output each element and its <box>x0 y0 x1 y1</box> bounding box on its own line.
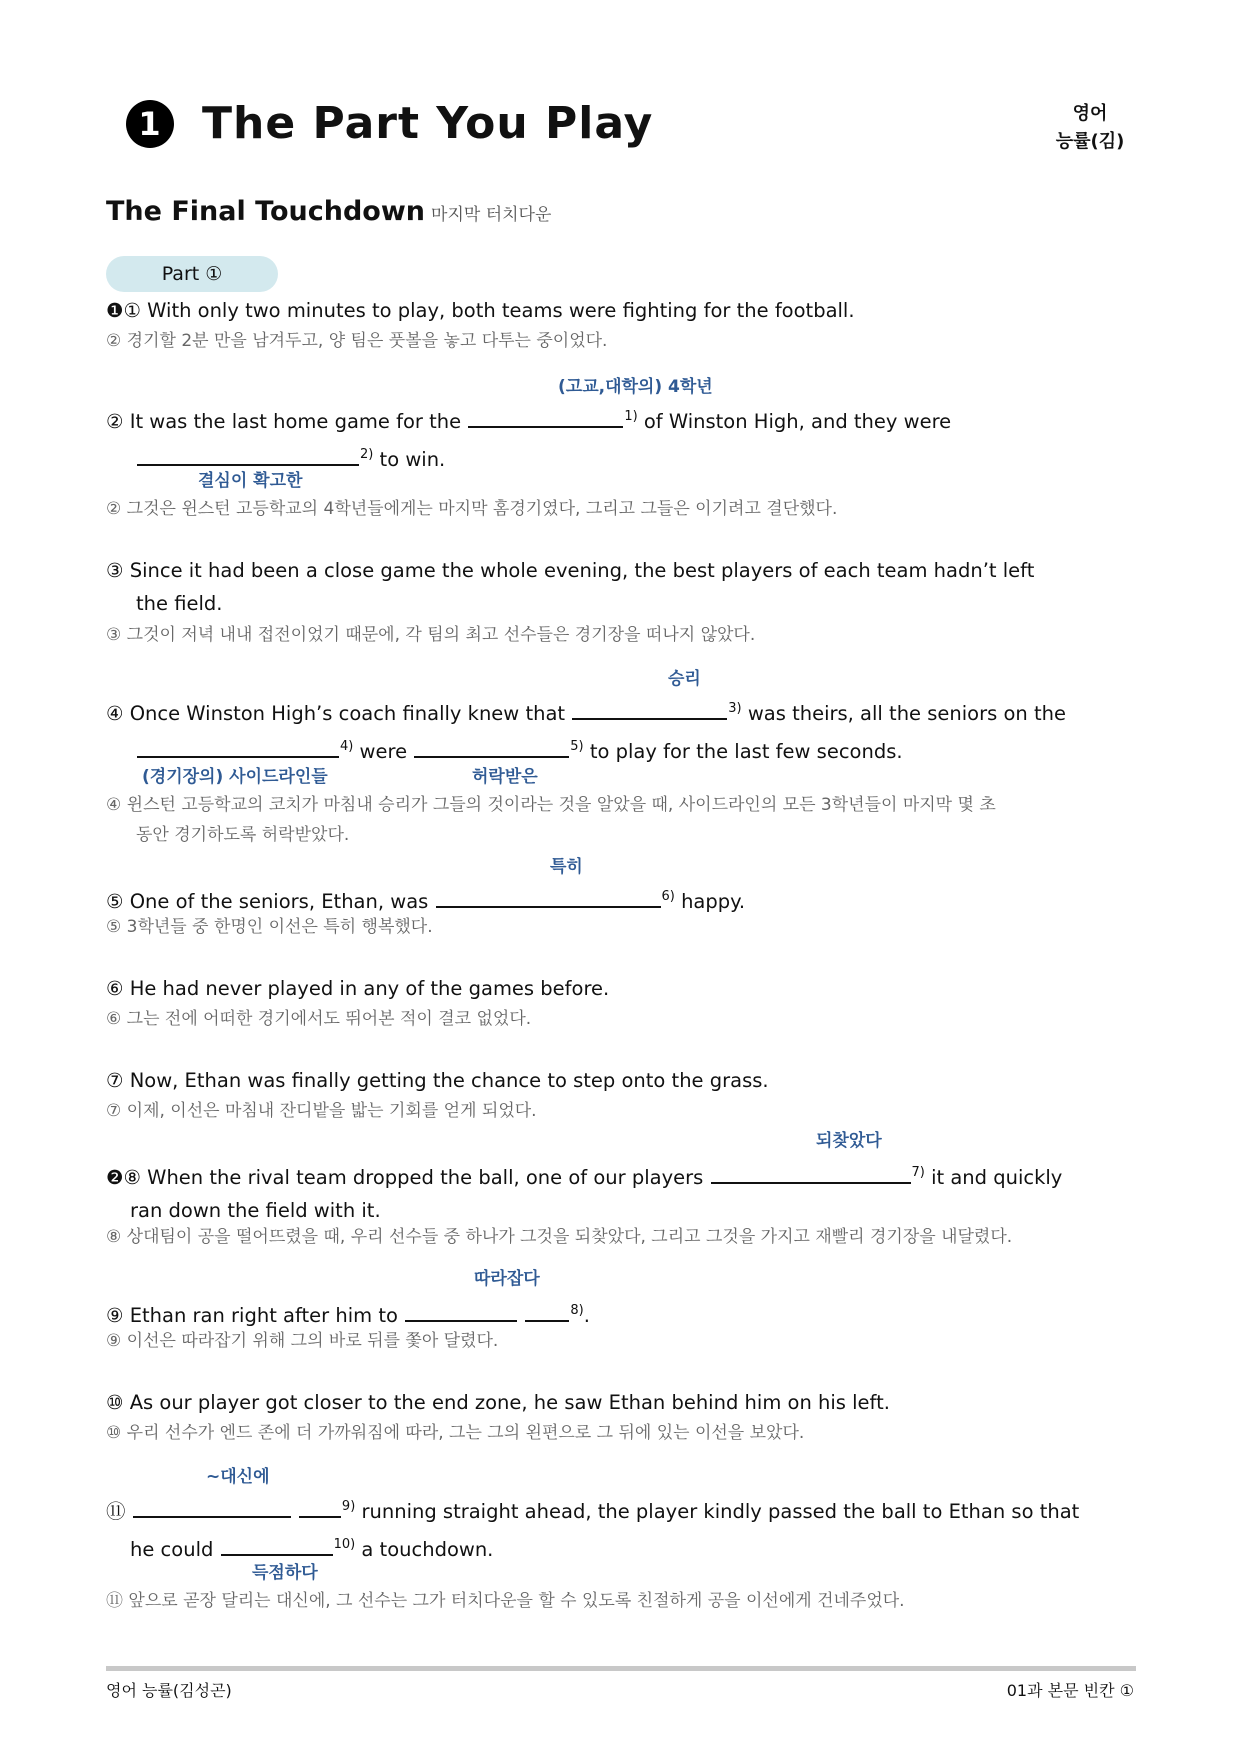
sentence-11-en <box>106 1490 1136 1566</box>
sentence-marker: ⑩ <box>106 1391 124 1414</box>
part-badge: Part ① <box>106 256 278 292</box>
hint-1: (고교,대학의) 4학년 <box>558 377 713 397</box>
blank-number: 3) <box>728 701 742 716</box>
translation-line: ④ 윈스턴 고등학교의 코치가 마침내 승리가 그들의 것이라는 것을 알았을 때, 사이드라인의 모든 3학년들이 마지막 몇 초 <box>106 795 996 815</box>
sentence-10-en <box>106 1386 1136 1419</box>
hint-6: 특히 <box>550 857 583 877</box>
blank-1[interactable] <box>468 404 623 428</box>
sentence-5-ko: ⑤ 3학년들 중 한명인 이선은 특히 행복했다. <box>106 917 433 937</box>
sentence-text: With only two minutes to play, both teams were fighting for the football. <box>147 299 855 322</box>
hint-5: 허락받은 <box>472 767 538 787</box>
sentence-text: it and quickly <box>931 1166 1063 1189</box>
sentence-text: to play for the last few seconds. <box>589 740 903 763</box>
translation-line: 동안 경기하도록 허락받았다. <box>136 825 350 845</box>
sentence-marker: ④ <box>106 702 124 725</box>
unit-title <box>126 98 653 149</box>
sentence-marker: ⑤ <box>106 890 124 913</box>
blank-number: 1) <box>624 409 638 424</box>
sentence-2-en <box>106 400 1136 476</box>
blank-4[interactable] <box>137 734 339 758</box>
sentence-text: to win. <box>379 448 446 471</box>
unit-title-text: The Part You Play <box>202 98 654 149</box>
unit-number-badge: 1 <box>126 100 174 148</box>
blank-number: 7) <box>911 1165 925 1180</box>
sentence-text: were <box>359 740 408 763</box>
sentence-text: happy. <box>681 890 746 913</box>
sentence-text: running straight ahead, the player kindly passed the ball to Ethan so that <box>361 1500 1080 1523</box>
hint-4: (경기장의) 사이드라인들 <box>142 767 328 787</box>
subject-label <box>1040 100 1140 156</box>
footer-left: 영어 능률(김성곤) <box>106 1681 232 1700</box>
blank-number: 9) <box>341 1499 356 1514</box>
blank-9b[interactable] <box>299 1494 341 1518</box>
blank-number: 2) <box>360 447 374 462</box>
sentence-marker: ❶① <box>106 299 141 322</box>
sentence-text: the field. <box>136 592 223 615</box>
footer-right: 01과 본문 빈칸 ① <box>1006 1681 1134 1700</box>
sentence-text: Since it had been a close game the whole evening, the best players of each team hadn’t left <box>129 559 1035 582</box>
sentence-text: a touchdown. <box>361 1538 494 1561</box>
blank-6[interactable] <box>436 884 661 908</box>
sentence-10-ko: ⑩ 우리 선수가 엔드 존에 더 가까워짐에 따라, 그는 그의 왼편으로 그 뒤에 있는 이선을 보았다. <box>106 1423 805 1443</box>
sentence-marker: ③ <box>106 559 124 582</box>
hint-8: 따라잡다 <box>474 1269 540 1289</box>
hint-7: 되찾았다 <box>816 1131 882 1151</box>
blank-9a[interactable] <box>133 1494 291 1518</box>
sentence-text: When the rival team dropped the ball, one of our players <box>147 1166 704 1189</box>
blank-number: 5) <box>570 739 584 754</box>
blank-number: 8) <box>570 1303 584 1318</box>
sentence-marker: ❷⑧ <box>106 1166 141 1189</box>
sentence-1-ko: ② 경기할 2분 만을 남겨두고, 양 팀은 풋볼을 놓고 다투는 중이었다. <box>106 331 608 351</box>
footer-divider <box>106 1666 1136 1671</box>
sentence-marker: ⑪ <box>106 1500 126 1523</box>
sentence-text: Now, Ethan was finally getting the chance to step onto the grass. <box>129 1069 769 1092</box>
sentence-6-ko: ⑥ 그는 전에 어떠한 경기에서도 뛰어본 적이 결코 없었다. <box>106 1009 532 1029</box>
blank-number: 6) <box>661 889 675 904</box>
sentence-marker: ⑨ <box>106 1304 124 1327</box>
blank-3[interactable] <box>572 696 727 720</box>
hint-2: 결심이 확고한 <box>198 471 303 491</box>
blank-number: 4) <box>340 739 354 754</box>
sentence-text: One of the seniors, Ethan, was <box>129 890 429 913</box>
sentence-3-en <box>106 554 1136 620</box>
sentence-4-ko <box>106 790 1146 850</box>
hint-3: 승리 <box>668 669 701 689</box>
sentence-1-en <box>106 294 1136 327</box>
sentence-11-ko: ⑪ 앞으로 곧장 달리는 대신에, 그 선수는 그가 터치다운을 할 수 있도록 친절하게 공을 이선에게 건네주었다. <box>106 1591 905 1611</box>
blank-10[interactable] <box>221 1532 333 1556</box>
subject-line2: 능률(김) <box>1055 131 1125 152</box>
blank-8a[interactable] <box>405 1298 517 1322</box>
sentence-3-ko: ③ 그것이 저녁 내내 접전이었기 때문에, 각 팀의 최고 선수들은 경기장을 떠나지 않았다. <box>106 625 756 645</box>
subject-line1: 영어 <box>1072 103 1108 124</box>
sentence-7-ko: ⑦ 이제, 이선은 마침내 잔디밭을 밟는 기회를 얻게 되었다. <box>106 1101 537 1121</box>
sentence-text: It was the last home game for the <box>129 410 462 433</box>
sentence-8-ko: ⑧ 상대팀이 공을 떨어뜨렸을 때, 우리 선수들 중 하나가 그것을 되찾았다, 그리고 그것을 가지고 재빨리 경기장을 내달렸다. <box>106 1227 1013 1247</box>
lesson-title-text: The Final Touchdown <box>106 196 426 227</box>
blank-2[interactable] <box>137 442 359 466</box>
lesson-title <box>106 196 551 227</box>
sentence-text: he could <box>130 1538 214 1561</box>
sentence-8-en <box>106 1156 1136 1227</box>
sentence-text: Once Winston High’s coach finally knew that <box>129 702 566 725</box>
sentence-marker: ② <box>106 410 124 433</box>
sentence-text: . <box>583 1304 590 1327</box>
blank-5[interactable] <box>414 734 569 758</box>
lesson-subtitle: 마지막 터치다운 <box>431 205 552 225</box>
blank-8b[interactable] <box>525 1298 569 1322</box>
hint-10: 득점하다 <box>252 1563 318 1583</box>
sentence-4-en <box>106 692 1136 768</box>
sentence-text: He had never played in any of the games before. <box>129 977 610 1000</box>
sentence-text: As our player got closer to the end zone, he saw Ethan behind him on his left. <box>129 1391 890 1414</box>
sentence-7-en <box>106 1064 1136 1097</box>
blank-number: 10) <box>333 1537 356 1552</box>
sentence-9-ko: ⑨ 이선은 따라잡기 위해 그의 바로 뒤를 쫓아 달렸다. <box>106 1331 499 1351</box>
sentence-6-en <box>106 972 1136 1005</box>
hint-9: ~대신에 <box>206 1467 270 1487</box>
sentence-marker: ⑥ <box>106 977 124 1000</box>
sentence-2-ko: ② 그것은 윈스턴 고등학교의 4학년들에게는 마지막 홈경기였다, 그리고 그들은 이기려고 결단했다. <box>106 499 838 519</box>
sentence-marker: ⑦ <box>106 1069 124 1092</box>
blank-7[interactable] <box>711 1160 911 1184</box>
sentence-text: Ethan ran right after him to <box>129 1304 398 1327</box>
sentence-text: was theirs, all the seniors on the <box>747 702 1066 725</box>
sentence-text: ran down the field with it. <box>130 1199 381 1222</box>
sentence-text: of Winston High, and they were <box>643 410 952 433</box>
